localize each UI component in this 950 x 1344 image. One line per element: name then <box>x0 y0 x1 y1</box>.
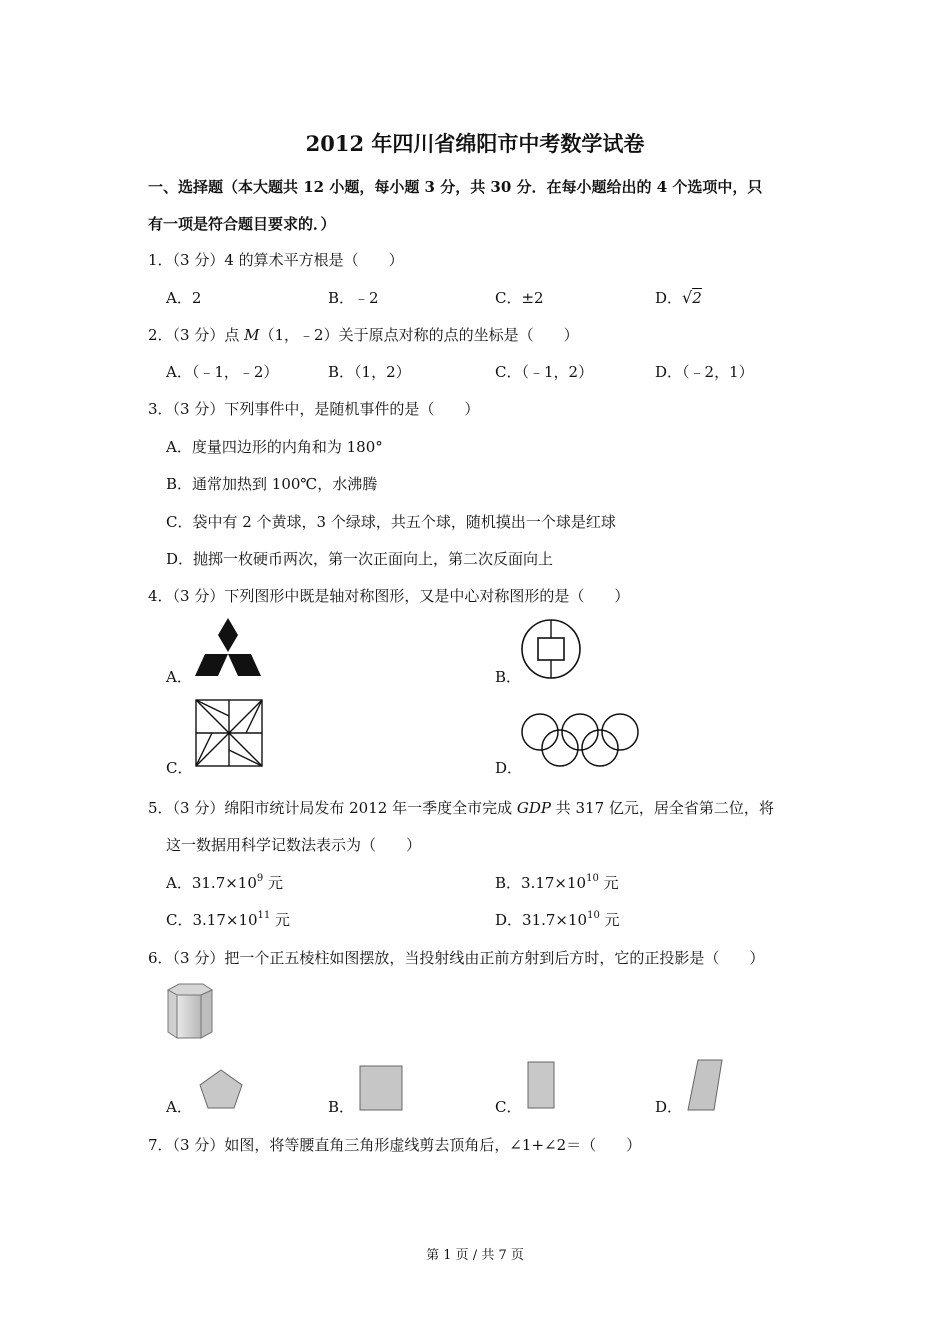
q4-option-b: B． <box>495 668 522 686</box>
q5-d-post: 元 <box>599 911 620 929</box>
q5-option-c <box>166 909 290 930</box>
pinwheel-figure <box>194 698 264 768</box>
q5-a-post: 元 <box>263 874 284 892</box>
q3-option-d: D．抛掷一枚硬币两次，第一次正面向上，第二次反面向上 <box>166 550 554 568</box>
q1-option-d-radicand: 2 <box>692 289 702 307</box>
q5-b-exp: 10 <box>586 873 599 884</box>
q5-a-exp: 9 <box>256 873 264 884</box>
q6-option-a: A． <box>166 1098 192 1116</box>
section-heading-line1: 一、选择题（本大题共 12 小题，每小题 3 分，共 30 分．在每小题给出的 4 个选项中，只 <box>148 178 763 196</box>
q2-stem-var: M <box>244 326 260 344</box>
q5-b-post: 元 <box>598 874 619 892</box>
q5-b-pre: B．3.17×10 <box>495 874 587 892</box>
q5-line1-pre: 5．（3 分）绵阳市统计局发布 2012 年一季度全市完成 <box>148 799 517 817</box>
pentagon-figure <box>198 1068 244 1110</box>
q3-option-b: B．通常加热到 100℃，水沸腾 <box>166 475 378 493</box>
q2-option-d: D．（﹣2，1） <box>655 363 754 381</box>
parallelogram-figure <box>686 1058 724 1112</box>
q5-c-exp: 11 <box>257 910 271 921</box>
circle-square-figure <box>520 618 582 680</box>
q1-option-c: C．±2 <box>495 289 544 307</box>
q5-line1-var: GDP <box>516 799 551 817</box>
q1-option-b: B．﹣2 <box>328 289 379 307</box>
q1-option-d <box>655 287 702 308</box>
sqrt-sign-icon: √ <box>682 288 693 307</box>
q6-option-c: C． <box>495 1098 522 1116</box>
q3-option-a: A．度量四边形的内角和为 180° <box>166 438 383 456</box>
question-5-stem-line1 <box>148 797 774 818</box>
q5-d-exp: 10 <box>587 910 600 921</box>
question-7-stem: 7．（3 分）如图，将等腰直角三角形虚线剪去顶角后，∠1+∠2＝（ ） <box>148 1136 642 1154</box>
page-title: 2012 年四川省绵阳市中考数学试卷 <box>305 131 645 156</box>
q5-line1-post: 共 317 亿元，居全省第二位，将 <box>550 799 774 817</box>
question-1-stem: 1．（3 分）4 的算术平方根是（ ） <box>148 251 404 269</box>
olympic-rings-figure <box>520 712 642 770</box>
question-6-stem: 6．（3 分）把一个正五棱柱如图摆放，当投射线由正前方射到后方时，它的正投影是（ ） <box>148 949 765 967</box>
q5-c-post: 元 <box>270 911 291 929</box>
pentagonal-prism-figure <box>165 982 215 1040</box>
q5-option-a <box>166 872 283 893</box>
q6-option-d: D． <box>655 1098 683 1116</box>
q6-option-b: B． <box>328 1098 355 1116</box>
question-3-stem: 3．（3 分）下列事件中，是随机事件的是（ ） <box>148 400 480 418</box>
q3-option-c: C．袋中有 2 个黄球，3 个绿球，共五个球，随机摸出一个球是红球 <box>166 513 616 531</box>
q5-option-d <box>495 909 620 930</box>
q5-option-b <box>495 872 619 893</box>
q5-c-pre: C．3.17×10 <box>166 911 258 929</box>
q2-option-c: C．（﹣1，2） <box>495 363 594 381</box>
question-2-stem <box>148 324 579 345</box>
q1-option-d-label: D． <box>655 289 683 307</box>
rectangle-figure <box>526 1060 556 1110</box>
q4-option-a: A． <box>166 668 192 686</box>
question-4-stem: 4．（3 分）下列图形中既是轴对称图形，又是中心对称图形的是（ ） <box>148 587 630 605</box>
q4-option-c: C． <box>166 759 193 777</box>
section-heading-line2: 有一项是符合题目要求的．） <box>148 215 336 233</box>
page-footer: 第 1 页 / 共 7 页 <box>426 1248 524 1263</box>
q1-option-a: A．2 <box>166 289 202 307</box>
q2-stem-post: （1，﹣2）关于原点对称的点的坐标是（ ） <box>259 326 579 344</box>
question-5-stem-line2: 这一数据用科学记数法表示为（ ） <box>166 836 422 854</box>
square-figure <box>358 1064 404 1112</box>
q2-option-a: A．（﹣1，﹣2） <box>166 363 279 381</box>
mitsubishi-diamonds-figure <box>195 618 261 678</box>
q2-option-b: B．（1，2） <box>328 363 411 381</box>
q5-a-pre: A．31.7×10 <box>166 874 257 892</box>
q4-option-d: D． <box>495 759 523 777</box>
q2-stem-pre: 2．（3 分）点 <box>148 326 245 344</box>
q5-d-pre: D．31.7×10 <box>495 911 588 929</box>
